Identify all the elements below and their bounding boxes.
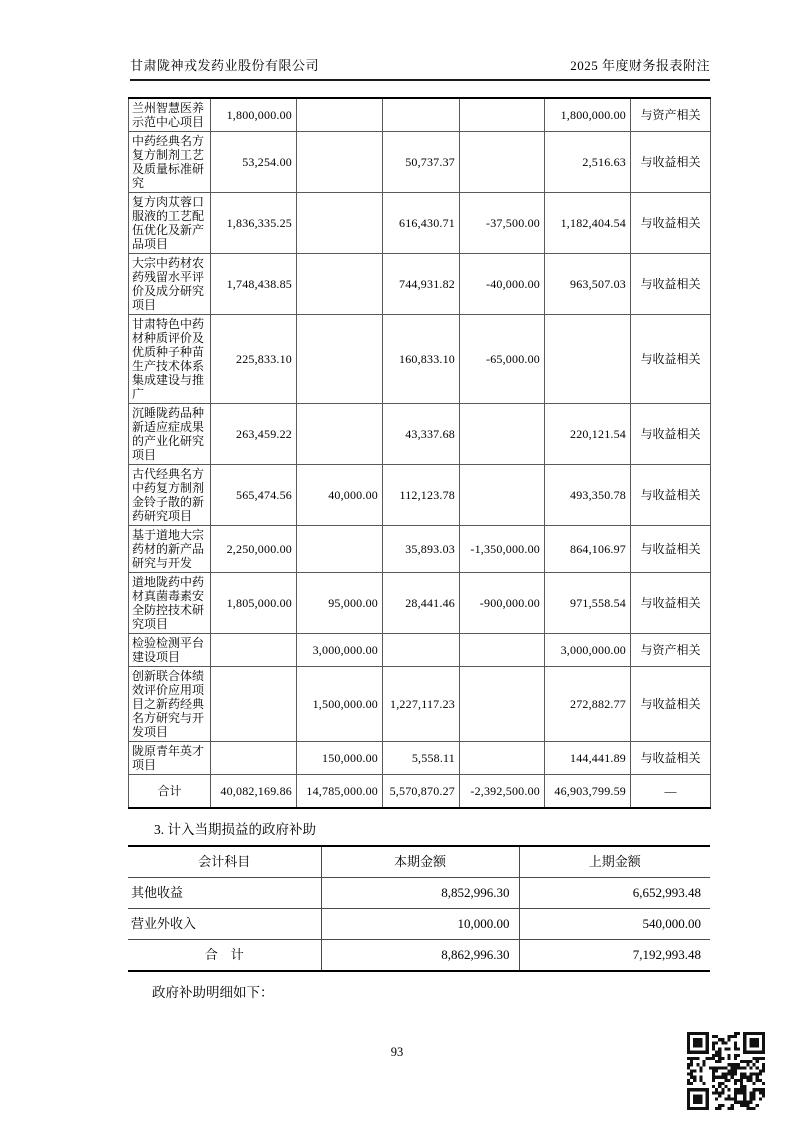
increase-amount-cell: 3,000,000.00: [297, 634, 383, 667]
report-title: 2025 年度财务报表附注: [570, 58, 710, 73]
recognized-amount-cell: 5,558.11: [383, 742, 460, 775]
table-row: [129, 404, 711, 465]
table-row: [129, 634, 711, 667]
ending-balance-cell: 2,516.63: [545, 132, 631, 193]
total-other-cell: -2,392,500.00: [460, 775, 545, 809]
recognized-amount-cell: 43,337.68: [383, 404, 460, 465]
category-cell: 与收益相关: [631, 193, 711, 254]
page-number: 93: [390, 1045, 404, 1059]
beginning-balance-cell: [211, 742, 297, 775]
total-prior-cell: 7,192,993.48: [519, 940, 710, 972]
total-recognized-cell: 5,570,870.27: [383, 775, 460, 809]
profit-total-row: [128, 940, 710, 972]
recognized-amount-cell: 160,833.10: [383, 315, 460, 404]
ending-balance-cell: 1,182,404.54: [545, 193, 631, 254]
total-ending-cell: 46,903,799.59: [545, 775, 631, 809]
company-name: 甘肃陇神戎发药业股份有限公司: [130, 58, 320, 73]
increase-amount-cell: 40,000.00: [297, 465, 383, 526]
recognized-amount-cell: 50,737.37: [383, 132, 460, 193]
recognized-amount-cell: 28,441.46: [383, 573, 460, 634]
recognized-amount-cell: 744,931.82: [383, 254, 460, 315]
ending-balance-cell: 1,800,000.00: [545, 98, 631, 132]
recognized-amount-cell: [383, 98, 460, 132]
account-cell: 其他收益: [128, 878, 321, 909]
beginning-balance-cell: 263,459.22: [211, 404, 297, 465]
other-change-cell: [460, 742, 545, 775]
table-row: [128, 878, 710, 909]
beginning-balance-cell: 2,250,000.00: [211, 526, 297, 573]
ending-balance-cell: 272,882.77: [545, 667, 631, 742]
total-current-cell: 8,862,996.30: [321, 940, 519, 972]
table-row: [129, 254, 711, 315]
total-label-cell: 合 计: [204, 947, 244, 962]
qr-code: [687, 1032, 765, 1110]
subsidy-total-row: [129, 775, 711, 809]
project-name-cell: 道地陇药中药材真菌毒素安全防控技术研究项目: [129, 573, 211, 634]
table-row: [128, 909, 710, 940]
subsidy-projects-table: [128, 97, 711, 809]
table-row: [129, 526, 711, 573]
recognized-amount-cell: [383, 634, 460, 667]
other-change-cell: [460, 98, 545, 132]
recognized-amount-cell: 35,893.03: [383, 526, 460, 573]
current-amount-cell: 10,000.00: [321, 909, 519, 940]
project-name-cell: 检验检测平台建设项目: [129, 634, 211, 667]
project-name-cell: 古代经典名方中药复方制剂金铃子散的新药研究项目: [129, 465, 211, 526]
ending-balance-cell: 3,000,000.00: [545, 634, 631, 667]
increase-amount-cell: 150,000.00: [297, 742, 383, 775]
column-header-account: 会计科目: [128, 846, 321, 878]
ending-balance-cell: 144,441.89: [545, 742, 631, 775]
project-name-cell: 陇原青年英才项目: [129, 742, 211, 775]
other-change-cell: [460, 404, 545, 465]
category-cell: 与收益相关: [631, 132, 711, 193]
table-row: [129, 315, 711, 404]
category-cell: 与收益相关: [631, 465, 711, 526]
table-row: [129, 193, 711, 254]
recognized-amount-cell: 616,430.71: [383, 193, 460, 254]
table-row: [129, 465, 711, 526]
project-name-cell: 中药经典名方复方制剂工艺及质量标准研究: [129, 132, 211, 193]
increase-amount-cell: 1,500,000.00: [297, 667, 383, 742]
total-increase-cell: 14,785,000.00: [297, 775, 383, 809]
other-change-cell: [460, 634, 545, 667]
beginning-balance-cell: [211, 667, 297, 742]
table-row: [129, 98, 711, 132]
table-row: [129, 573, 711, 634]
increase-amount-cell: [297, 404, 383, 465]
scan-artifact: [0, 9, 239, 11]
total-label-cell: 合计: [129, 775, 211, 809]
increase-amount-cell: [297, 193, 383, 254]
ending-balance-cell: 971,558.54: [545, 573, 631, 634]
category-cell: 与收益相关: [631, 667, 711, 742]
beginning-balance-cell: 1,805,000.00: [211, 573, 297, 634]
other-change-cell: [460, 667, 545, 742]
increase-amount-cell: [297, 132, 383, 193]
page-header: [130, 55, 710, 81]
other-change-cell: -900,000.00: [460, 573, 545, 634]
beginning-balance-cell: 1,748,438.85: [211, 254, 297, 315]
prior-amount-cell: 540,000.00: [519, 909, 710, 940]
other-change-cell: -65,000.00: [460, 315, 545, 404]
category-cell: 与收益相关: [631, 526, 711, 573]
subsidy-table-body: [129, 98, 711, 775]
ending-balance-cell: 864,106.97: [545, 526, 631, 573]
total-category-cell: —: [631, 775, 711, 809]
table-row: [129, 742, 711, 775]
other-change-cell: [460, 132, 545, 193]
category-cell: 与资产相关: [631, 634, 711, 667]
recognized-amount-cell: 112,123.78: [383, 465, 460, 526]
increase-amount-cell: [297, 98, 383, 132]
project-name-cell: 基于道地大宗药材的新产品研究与开发: [129, 526, 211, 573]
category-cell: 与收益相关: [631, 742, 711, 775]
beginning-balance-cell: 53,254.00: [211, 132, 297, 193]
increase-amount-cell: [297, 315, 383, 404]
project-name-cell: 创新联合体绩效评价应用项目之新药经典名方研究与开发项目: [129, 667, 211, 742]
other-change-cell: [460, 465, 545, 526]
category-cell: 与收益相关: [631, 254, 711, 315]
other-change-cell: -1,350,000.00: [460, 526, 545, 573]
profit-loss-subsidy-table: [128, 845, 710, 972]
beginning-balance-cell: 225,833.10: [211, 315, 297, 404]
total-beginning-cell: 40,082,169.86: [211, 775, 297, 809]
section-heading: 3. 计入当期损益的政府补助: [154, 822, 316, 837]
increase-amount-cell: [297, 526, 383, 573]
increase-amount-cell: 95,000.00: [297, 573, 383, 634]
ending-balance-cell: 220,121.54: [545, 404, 631, 465]
beginning-balance-cell: 1,836,335.25: [211, 193, 297, 254]
table-row: [129, 667, 711, 742]
table-row: [129, 132, 711, 193]
category-cell: 与资产相关: [631, 98, 711, 132]
project-name-cell: 兰州智慧医养示范中心项目: [129, 98, 211, 132]
prior-amount-cell: 6,652,993.48: [519, 878, 710, 909]
ending-balance-cell: [545, 315, 631, 404]
ending-balance-cell: 963,507.03: [545, 254, 631, 315]
current-amount-cell: 8,852,996.30: [321, 878, 519, 909]
other-change-cell: -40,000.00: [460, 254, 545, 315]
project-name-cell: 甘肃特色中药材种质评价及优质种子种苗生产技术体系集成建设与推广: [129, 315, 211, 404]
account-cell: 营业外收入: [128, 909, 321, 940]
category-cell: 与收益相关: [631, 573, 711, 634]
beginning-balance-cell: 1,800,000.00: [211, 98, 297, 132]
note-text: 政府补助明细如下：: [152, 985, 274, 1000]
project-name-cell: 复方肉苁蓉口服液的工艺配伍优化及新产品项目: [129, 193, 211, 254]
column-header-current: 本期金额: [321, 846, 519, 878]
beginning-balance-cell: [211, 634, 297, 667]
table-header-row: [128, 846, 710, 878]
category-cell: 与收益相关: [631, 315, 711, 404]
beginning-balance-cell: 565,474.56: [211, 465, 297, 526]
project-name-cell: 沉睡陇药品种新适应症成果的产业化研究项目: [129, 404, 211, 465]
page-content: [128, 97, 710, 1001]
category-cell: 与收益相关: [631, 404, 711, 465]
other-change-cell: -37,500.00: [460, 193, 545, 254]
column-header-prior: 上期金额: [519, 846, 710, 878]
recognized-amount-cell: 1,227,117.23: [383, 667, 460, 742]
ending-balance-cell: 493,350.78: [545, 465, 631, 526]
project-name-cell: 大宗中药材农药残留水平评价及成分研究项目: [129, 254, 211, 315]
increase-amount-cell: [297, 254, 383, 315]
